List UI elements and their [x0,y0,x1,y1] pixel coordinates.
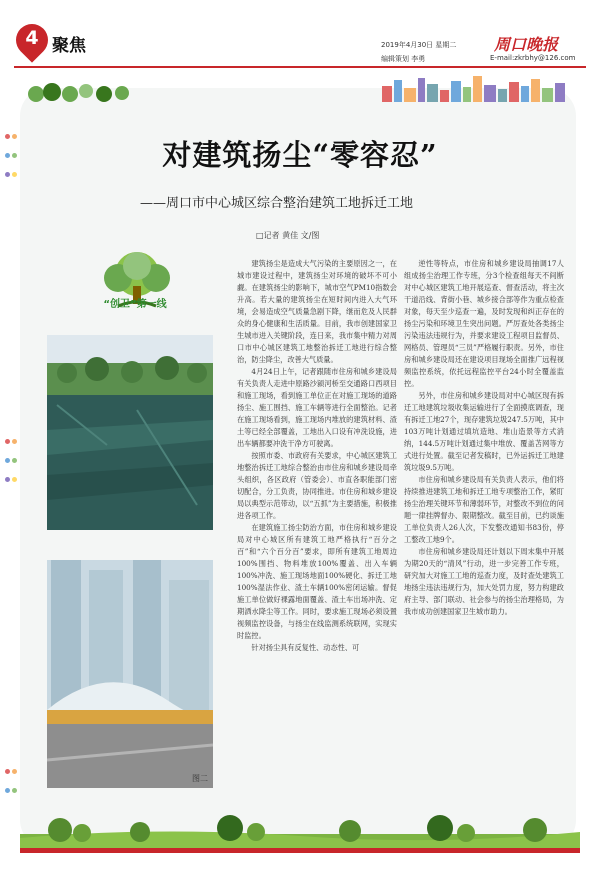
page-header [0,0,600,70]
article-column-2 [404,258,564,618]
paragraph: 另外，市住房和城乡建设局对中心城区现有拆迁工地建筑垃圾收集运输进行了全面摸底调查，现有拆迁工地27个，现存建筑垃圾247.5万吨，其中103万吨计划通过填坑造地、堆山造景等方式消纳，144.5万吨计划通过集中堆放、覆盖苫网等方式进行处置。截至记者发稿时，已外运拆迁工地建筑垃圾9.5万吨。 [404,391,564,472]
paragraph: 4月24日上午，记者跟随市住房和城乡建设局有关负责人走进中原路沙颍河桥至交通路口西项目和施工现场，看到施工单位正在对施工现场的道路扬尘、施工围挡、施工车辆等进行全面整治。记者在施工现场看到，施工现场内堆放的建筑材料、渣土等已经全部覆盖，工地出入口设有冲洗设施，进出车辆都要冲洗干净方可驶离。 [237,367,397,448]
badge-label: “创卫”第一线 [103,299,167,310]
top-trees-decoration-icon [26,82,136,102]
photo-caption: 图二 [192,774,208,783]
article-subtitle: ——周口市中心城区综合整治建筑工地拆迁工地 [140,196,414,211]
issue-date: 2019年4月30日 星期二 [381,41,457,49]
paragraph: 市住房和城乡建设局还计划以下周末集中开展为期20天的“清风”行动，进一步完善工作专班，研究加大对施工工地的巡查力度，及时查处建筑工地扬尘违法违规行为，加大处罚力度，努力构建政府主导、部门联动、社会参与的扬尘治理格局，为我市成功创建国家卫生城市助力。 [404,547,564,616]
section-title: 聚焦 [52,36,86,56]
photo-water-spraying-dust-control [47,560,213,788]
side-dots-decoration-icon [4,430,18,487]
article-column-1 [237,258,397,654]
article-byline: □记者 黄佳 文/图 [256,231,320,240]
side-dots-decoration-icon [4,760,18,798]
article-title: 对建筑扬尘“零容忍” [162,138,438,172]
city-skyline-icon [380,76,570,102]
newspaper-logo: 周口晚报 [494,35,559,54]
photo-covered-construction-site [47,335,213,530]
header-rule [14,66,586,68]
paragraph: 建筑扬尘是造成大气污染的主要原因之一，在城市建设过程中，建筑扬尘对环境的破坏不可小觑。在建筑扬尘的影响下，城市空气PM10指数会升高。若大量的建筑扬尘在短时间内进入大气环境，会易造成空气质量急剧下降，继而危及人民群众的身心健康和生活质量。目前，我市创建国家卫生城市进入关键阶段，连日来，我市集中精力对周口市中心城区建筑工地整治拆迁工地进行综合整治，防尘降尘，改善大气质量。 [237,259,397,364]
paragraph: 在建筑施工扬尘防治方面，市住房和城乡建设局对中心城区所有建筑工地严格执行“百分之百”和“六个百分百”要求，即所有建筑工地周边100%围挡、物料堆放100%覆盖、出入车辆100%冲洗、施工现场地面100%硬化、拆迁工地100%湿法作业、渣土车辆100%密闭运输。督促施工单位做好裸露地面覆盖、渣土车出场冲洗、定期洒水降尘等工作。同时，要求施工现场必须设置视频监控设备，与扬尘在线监测系统联网，实现实时监控。 [237,523,397,640]
paragraph: 按照市委、市政府有关要求，中心城区建筑工地整治拆迁工地综合整治由市住房和城乡建设局牵头组织，各区政府（管委会）、市直各职能部门密切配合，分工负责，协同推进。市住房和城乡建设局以典型示范带动，以“五抓”为主要措施，积极推进各项工作。 [237,451,397,520]
page-number: 4 [25,27,39,49]
paragraph: 逆性等特点，市住房和城乡建设局抽调17人组成扬尘治理工作专班，分3个检查组每天不间断对中心城区建筑工地开展巡查、督查活动，将主次干道沿线、背街小巷、城乡接合部等作为重点检查对象，每天至少巡查一遍，及时发现和纠正存在的扬尘污染和环境卫生突出问题。严厉查处各类扬尘污染违法违规行为，并要求建设工程项目监督员、网格员、管理员“三员”严格履行职责。另外，市住房和城乡建设局还在建设项目现场全面推广远程视频监控系统，依托远程监控平台24小时全覆盖监控。 [404,259,564,388]
paragraph: 市住房和城乡建设局有关负责人表示，他们将持续推进建筑工地和拆迁工地专项整治工作，紧盯扬尘治理关键环节和薄弱环节，对整改不到位的问题一律挂牌督办、限期整改。截至目前，已约谈施工单位负责人26人次，下发整改通知书83份，停工整改工地9个。 [404,475,564,544]
paragraph: 针对扬尘具有反复性、动态性、可 [251,643,360,652]
bottom-park-scene-icon [20,808,580,853]
editor-credit: 编辑策划 李勇 [381,55,426,63]
contact-email[interactable]: E-mail:zkrbhy@126.com [490,54,576,62]
